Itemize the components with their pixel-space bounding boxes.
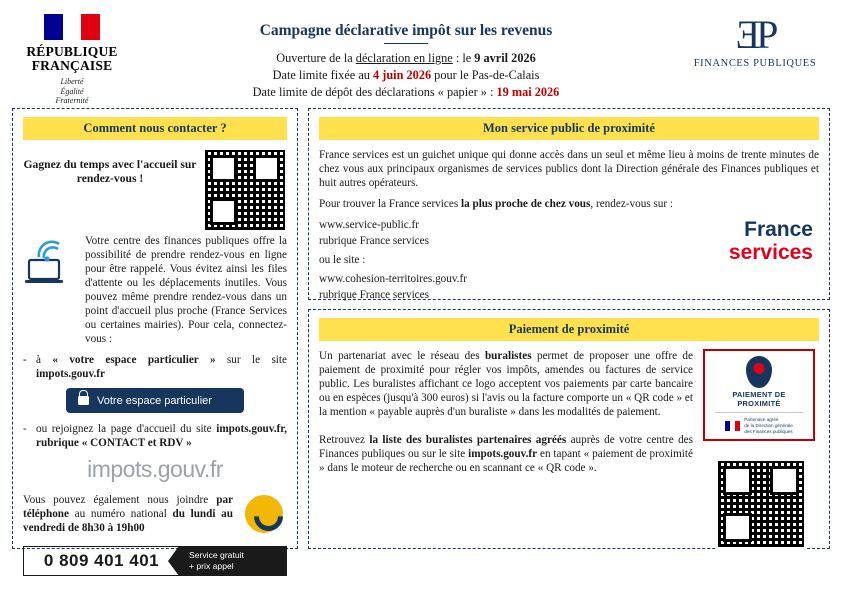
france-services-links	[319, 218, 719, 302]
contact-band-title: Comment nous contacter ?	[23, 117, 287, 140]
p1-post: permet de proposer une offre de paiement de proximité pour régler vos impôts, amendes ou factures de service public. Les buralistes affichant ce logo acceptent vos paiements par carte bancaire ou en espèces (jusqu'à 300 euros) si l'avis ou la facture comporte un « QR code » et la mention « payable auprès d'un buraliste » dans les modalités de paiement.	[319, 350, 693, 418]
devise-liberte: Liberté	[60, 77, 84, 86]
paiement-side	[703, 349, 819, 549]
rdv-paragraph-row	[23, 234, 287, 353]
phone-bold-2: du lundi au vendredi de 8h30 à 19h00	[23, 508, 233, 534]
qr-code-rendez-vous-icon[interactable]	[203, 148, 287, 232]
dgfip-label: FINANCES PUBLIQUES	[693, 58, 817, 69]
service-free-label: Service gratuit	[189, 550, 244, 560]
phone-paragraph	[23, 493, 233, 535]
devise	[12, 77, 132, 106]
paiement-band-title: Paiement de proximité	[319, 318, 819, 341]
bullet2-pre: ou rejoignez la page d'accueil du site	[36, 423, 217, 435]
line1-date: 9 avril 2026	[474, 51, 536, 65]
campaign-line-2	[132, 67, 680, 84]
impots-gouv-fr-logo[interactable]: impots.gouv.fr	[87, 456, 223, 482]
left-column	[12, 108, 298, 571]
find-bold: la plus proche de chez vous	[460, 198, 591, 210]
republique-francaise-logo	[12, 10, 132, 106]
dgfip-monogram-icon: ƎP	[735, 12, 775, 57]
logo-line-2: PROXIMITÉ	[737, 399, 781, 408]
content-columns	[12, 108, 830, 571]
line1-mid: : le	[452, 51, 475, 65]
logo-divider	[715, 412, 803, 413]
page-title: Campagne déclarative impôt sur les revenus	[259, 22, 553, 39]
p2-post: en tapant « paiement de proximité » dans le moteur de recherche ou en scannant ce « QR code ».	[319, 448, 693, 474]
p2-pre: Retrouvez	[319, 434, 370, 446]
right-column	[308, 108, 830, 549]
finances-publiques-logo	[680, 10, 830, 69]
espace-particulier-button[interactable]	[66, 388, 244, 413]
france-services-box	[308, 108, 830, 300]
bullet1-site[interactable]: impots.gouv.fr	[36, 368, 105, 380]
document-header	[12, 10, 830, 106]
paiement-paragraph-1	[319, 349, 693, 419]
logo-foot-3: des Finances publiques	[744, 429, 793, 434]
campaign-header	[132, 10, 680, 101]
line2-post: pour le Pas-de-Calais	[431, 68, 540, 82]
p1-bold: buralistes	[484, 350, 532, 362]
lock-icon	[78, 396, 89, 405]
find-pre: Pour trouver la France services	[319, 198, 461, 210]
paiement-proximite-box	[308, 309, 830, 549]
logo-foot-2: de la Direction générale	[744, 423, 793, 428]
bullet-contact-rdv	[23, 422, 287, 450]
france-services-logo	[729, 218, 819, 264]
p2-mid: auprès de votre centre des Finances publiques ou sur le site	[319, 434, 693, 460]
contact-box	[12, 108, 298, 571]
france-services-band-title: Mon service public de proximité	[319, 117, 819, 140]
rdv-row	[23, 148, 287, 232]
line2-pre: Date limite fixée au	[272, 68, 374, 82]
link-cohesion-territoires-sub: rubrique France services	[319, 289, 429, 301]
phone-number-banner	[23, 546, 287, 576]
rdv-paragraph: Votre centre des finances publiques offre la possibilité de prendre rendez-vous en ligne pour être rappelé. Vous évitez ainsi les files d'attente ou les déplacements inutiles. Vous pouvez même prendre rendez-vous dans un point d'accueil plus proche (France Services ou certaines mairies). Pour cela, connectez-vous :	[85, 235, 287, 345]
line2-date: 4 juin 2026	[373, 68, 432, 82]
france-services-logo-line-1: France	[744, 218, 813, 241]
line3-pre: Date limite de dépôt des déclarations « papier » :	[252, 85, 497, 99]
paiement-proximite-logo	[703, 349, 815, 441]
french-flag-small-icon	[725, 421, 740, 431]
p2-bold-2[interactable]: impots.gouv.fr	[468, 448, 538, 460]
call-price-label: + prix appel	[189, 561, 234, 571]
paiement-text	[319, 349, 693, 549]
phone-row	[23, 491, 287, 537]
phone-icon	[241, 491, 287, 537]
phone-mid: au numéro national	[69, 508, 173, 520]
french-flag-icon	[44, 14, 100, 40]
france-services-links-row	[319, 218, 819, 302]
bullet-dash-2: -	[23, 423, 27, 435]
find-post: , rendez-vous sur :	[590, 198, 674, 210]
campaign-line-1	[132, 50, 680, 67]
logo-foot-1: Partenaire agréé	[744, 417, 779, 422]
paiement-paragraph-2	[319, 433, 693, 475]
espace-particulier-button-label: Votre espace particulier	[97, 394, 212, 407]
declaration-en-ligne-link[interactable]: déclaration en ligne	[355, 51, 453, 65]
line3-date: 19 mai 2026	[496, 85, 560, 99]
link-service-public-sub: rubrique France services	[319, 235, 429, 247]
bullet-espace-particulier	[23, 353, 287, 381]
france-services-logo-line-2: services	[728, 241, 813, 264]
france-services-find	[319, 197, 819, 211]
france-services-paragraph: France services est un guichet unique qui donne accès dans un seul et même lieu à moins de trente minutes de chez vous aux principaux organismes de services publics dont la Direction générale des Finances publiques et huit autres opérateurs.	[319, 149, 819, 189]
devise-egalite: Égalité	[60, 86, 84, 96]
link-service-public[interactable]: www.service-public.fr	[319, 219, 419, 231]
phone-pre: Vous pouvez également nous joindre	[23, 494, 217, 506]
republic-line-2: FRANÇAISE	[31, 58, 113, 73]
bullet2-bold: impots.gouv.fr, rubrique « CONTACT et RDV »	[36, 423, 287, 449]
logo-footer	[709, 417, 809, 435]
online-appointment-icon	[23, 234, 77, 291]
bullet1-pre: à	[36, 354, 53, 366]
p2-bold-1: la liste des buralistes partenaires agréés	[369, 434, 567, 446]
p1-pre: Un partenariat avec le réseau des	[319, 350, 485, 362]
devise-fraternite: Fraternité	[55, 96, 89, 105]
phone-number[interactable]: 0 809 401 401	[23, 546, 179, 576]
logo-line-1: PAIEMENT DE	[732, 390, 786, 399]
paiement-body	[319, 349, 819, 549]
or-label: ou le site :	[319, 254, 366, 266]
bullet-dash: -	[23, 354, 27, 366]
rdv-title: Gagnez du temps avec l'accueil sur rendez-vous !	[23, 158, 197, 185]
qr-code-paiement-proximite-icon[interactable]	[716, 459, 806, 549]
republic-line-1: RÉPUBLIQUE	[26, 44, 118, 59]
campaign-line-3	[132, 84, 680, 101]
line1-pre: Ouverture de la	[276, 51, 356, 65]
link-cohesion-territoires[interactable]: www.cohesion-territoires.gouv.fr	[319, 273, 467, 285]
phone-bold-1: par téléphone	[23, 494, 233, 520]
map-pin-icon	[746, 356, 772, 388]
title-divider	[384, 43, 428, 44]
bullet1-mid: sur le site	[215, 354, 287, 366]
service-cost-badge	[179, 546, 287, 576]
bullet1-bold: « votre espace particulier »	[52, 354, 216, 366]
